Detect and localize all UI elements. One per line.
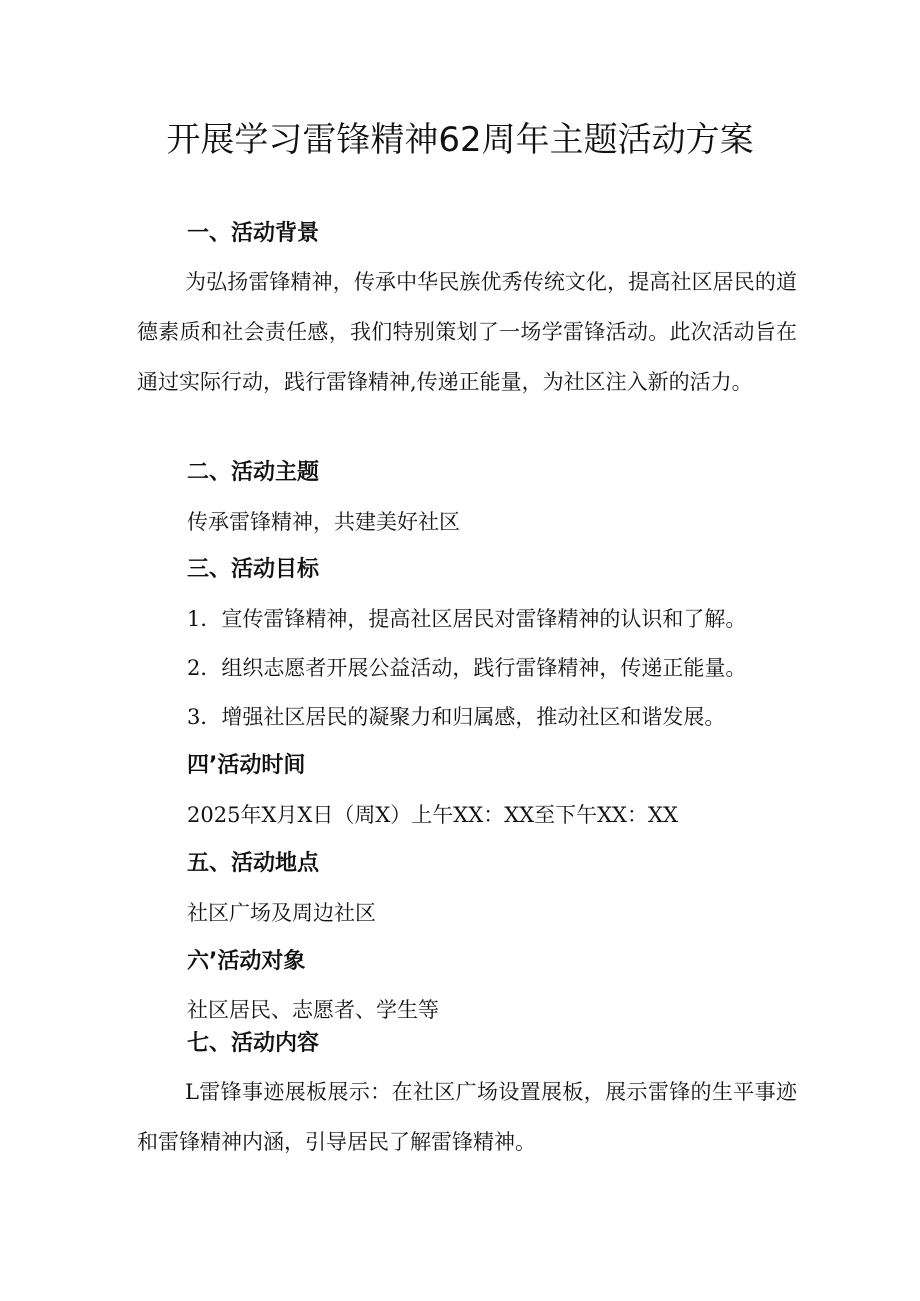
location-text: 社区广场及周边社区 bbox=[187, 901, 376, 925]
time-text: 2025年X月X日（周X）上午XX：XX至下午XX：XX bbox=[187, 803, 678, 827]
section-heading-time: 四’活动时间 bbox=[187, 753, 306, 778]
section-heading-goals: 三、活动目标 bbox=[187, 557, 320, 582]
section-heading-audience: 六’活动对象 bbox=[187, 949, 306, 974]
goal-item-2: 2．组织志愿者开展公益活动，践行雷锋精神，传递正能量。 bbox=[187, 656, 747, 680]
section-heading-location: 五、活动地点 bbox=[187, 851, 320, 876]
background-paragraph: 为弘扬雷锋精神，传承中华民族优秀传统文化，提高社区居民的道德素质和社会责任感，我们特别策划了一场学雷锋活动。此次活动旨在通过实际行动，践行雷锋精神,传递正能量，为社区注入新的活力。 bbox=[137, 270, 797, 394]
section-heading-background: 一、活动背景 bbox=[187, 221, 320, 246]
goal-item-3: 3．增强社区居民的凝聚力和归属感，推动社区和谐发展。 bbox=[187, 705, 726, 729]
content-paragraph: L雷锋事迹展板展示：在社区广场设置展板，展示雷锋的生平事迹和雷锋精神内涵，引导居民了解雷锋精神。 bbox=[137, 1080, 797, 1154]
document-title: 开展学习雷锋精神62周年主题活动方案 bbox=[166, 120, 754, 160]
theme-text: 传承雷锋精神，共建美好社区 bbox=[187, 510, 460, 534]
goal-item-1: 1．宣传雷锋精神，提高社区居民对雷锋精神的认识和了解。 bbox=[187, 607, 747, 631]
section-heading-content: 七、活动内容 bbox=[187, 1031, 320, 1056]
section-heading-theme: 二、活动主题 bbox=[187, 460, 320, 485]
audience-text: 社区居民、志愿者、学生等 bbox=[187, 998, 439, 1022]
